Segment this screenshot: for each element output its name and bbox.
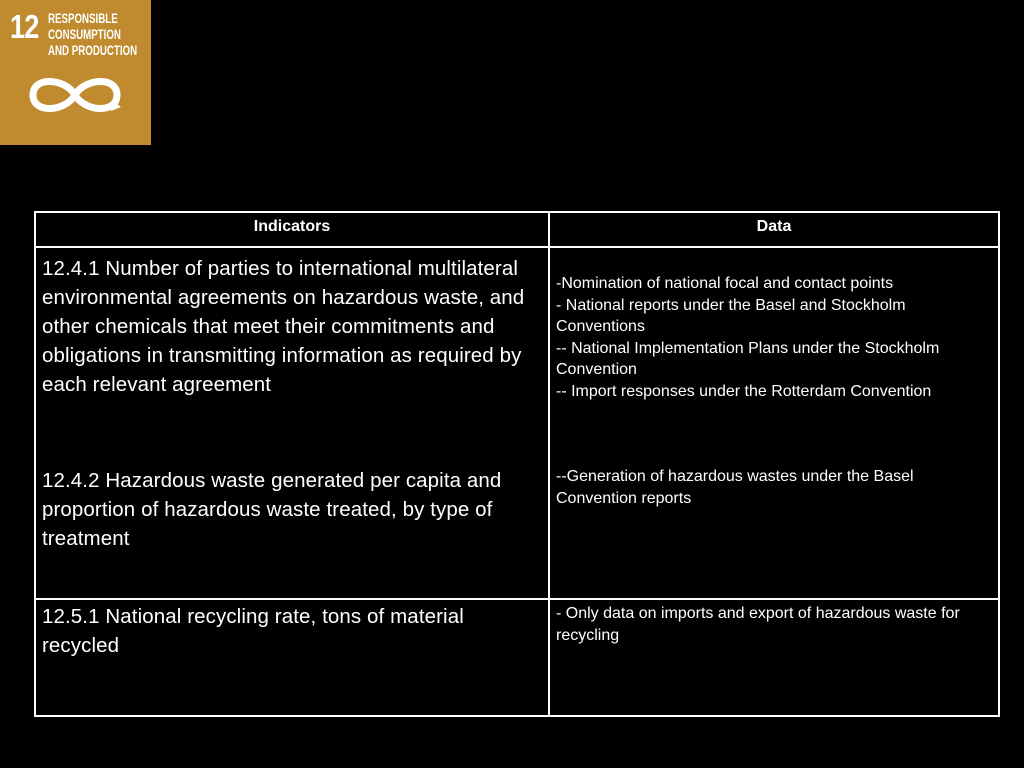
data-cell	[549, 466, 999, 599]
data-cell	[549, 247, 999, 466]
infinity-loop-icon	[25, 70, 125, 120]
sdg-goal-number: 12	[10, 8, 39, 45]
indicator-cell: 12.5.1 National recycling rate, tons of material recycled	[35, 599, 549, 716]
indicator-cell: 12.4.2 Hazardous waste generated per capita and proportion of hazardous waste treated, by type of treatment	[35, 466, 549, 599]
table-row	[35, 466, 999, 599]
sdg-title-line-3: AND PRODUCTION	[48, 43, 138, 58]
header-indicators: Indicators	[35, 212, 549, 247]
sdg-12-logo	[0, 0, 151, 145]
data-cell	[549, 599, 999, 716]
sdg-goal-title	[48, 11, 138, 59]
data-line: - National reports under the Basel and Stockholm Conventions	[556, 296, 906, 336]
data-line: - Only data on imports and export of hazardous waste for recycling	[556, 605, 960, 644]
indicator-cell: 12.4.1 Number of parties to international multilateral environmental agreements on hazardous waste, and other chemicals that meet their commitments and obligations in transmitting information as required by each relevant agreement	[35, 247, 549, 466]
table-row	[35, 599, 999, 716]
sdg-title-line-2: CONSUMPTION	[48, 27, 121, 42]
header-data: Data	[549, 212, 999, 247]
data-line: -- National Implementation Plans under the Stockholm Convention	[556, 339, 940, 379]
indicators-table	[34, 211, 1000, 717]
data-line: --Generation of hazardous wastes under the Basel Convention reports	[556, 468, 914, 507]
table-header-row	[35, 212, 999, 247]
data-line: -- Import responses under the Rotterdam Convention	[556, 382, 932, 400]
table-row	[35, 247, 999, 466]
sdg-title-line-1: RESPONSIBLE	[48, 11, 118, 26]
data-line: -Nomination of national focal and contact points	[556, 275, 894, 292]
